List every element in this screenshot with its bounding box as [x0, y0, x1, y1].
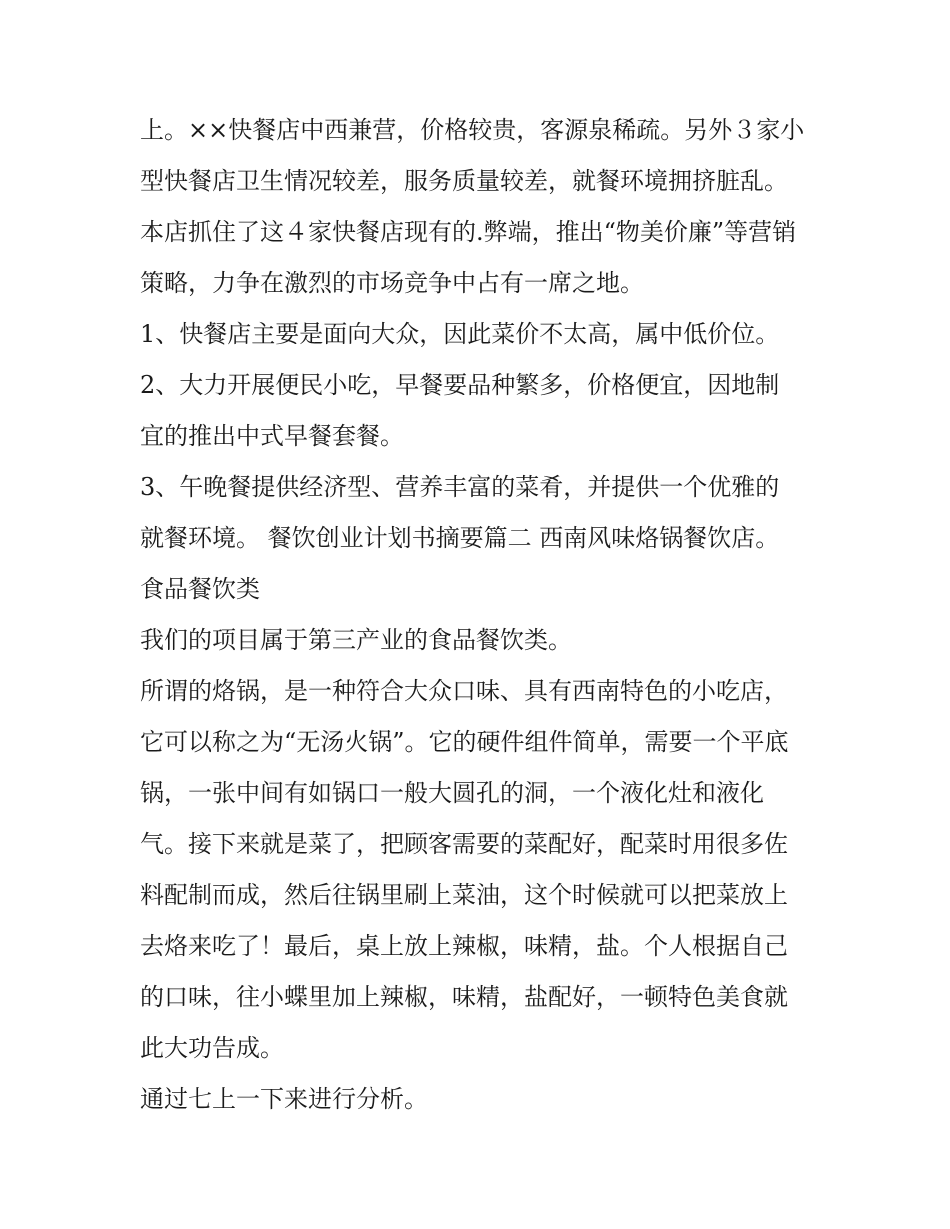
text-line: 1、快餐店主要是面向大众，因此菜价不太高，属中低价位。 — [140, 320, 780, 348]
text-line: 它可以称之为“无汤火锅”。它的硬件组件简单，需要一个平底 — [140, 728, 789, 756]
paragraph-category — [140, 564, 820, 615]
paragraph-item-3 — [140, 462, 820, 564]
text-line: 宜的推出中式早餐套餐。 — [140, 422, 404, 450]
text-line: 我们的项目属于第三产业的食品餐饮类。 — [140, 626, 572, 654]
text-line: 此大功告成。 — [140, 1034, 284, 1062]
text-line: 2、大力开展便民小吃，早餐要品种繁多，价格便宜，因地制 — [140, 371, 780, 399]
text-line: 策略，力争在激烈的市场竞争中占有一席之地。 — [140, 269, 644, 297]
text-line: 通过七上一下来进行分析。 — [140, 1085, 428, 1113]
text-line: 锅，一张中间有如锅口一般大圆孔的洞，一个液化灶和液化 — [140, 779, 764, 807]
text-line: 气。接下来就是菜了，把顾客需要的菜配好，配菜时用很多佐 — [140, 830, 788, 858]
paragraph-item-2 — [140, 360, 820, 462]
text-line: 上。××快餐店中西兼营，价格较贵，客源泉稀疏。另外３家小 — [140, 116, 805, 144]
text-line: 食品餐饮类 — [140, 575, 260, 603]
text-line: 去烙来吃了！最后，桌上放上辣椒，味精，盐。个人根据自己 — [140, 932, 788, 960]
paragraph-item-1 — [140, 309, 820, 360]
document-body — [140, 105, 820, 1125]
text-line: 料配制而成，然后往锅里刷上菜油，这个时候就可以把菜放上 — [140, 881, 788, 909]
paragraph-laoguo-description — [140, 666, 820, 1074]
text-line: 就餐环境。 餐饮创业计划书摘要篇二 西南风味烙锅餐饮店。 — [140, 524, 780, 552]
text-line: 本店抓住了这４家快餐店现有的.弊端，推出“物美价廉”等营销 — [140, 218, 797, 246]
text-line: 型快餐店卫生情况较差，服务质量较差，就餐环境拥挤脏乱。 — [140, 167, 788, 195]
paragraph-analysis-intro — [140, 1074, 820, 1125]
paragraph-competitor-analysis — [140, 105, 820, 309]
text-line: 的口味，往小蝶里加上辣椒，味精，盐配好，一顿特色美食就 — [140, 983, 788, 1011]
text-line: 3、午晚餐提供经济型、营养丰富的菜肴，并提供一个优雅的 — [140, 473, 780, 501]
paragraph-project-industry — [140, 615, 820, 666]
text-line: 所谓的烙锅，是一种符合大众口味、具有西南特色的小吃店， — [140, 677, 788, 705]
